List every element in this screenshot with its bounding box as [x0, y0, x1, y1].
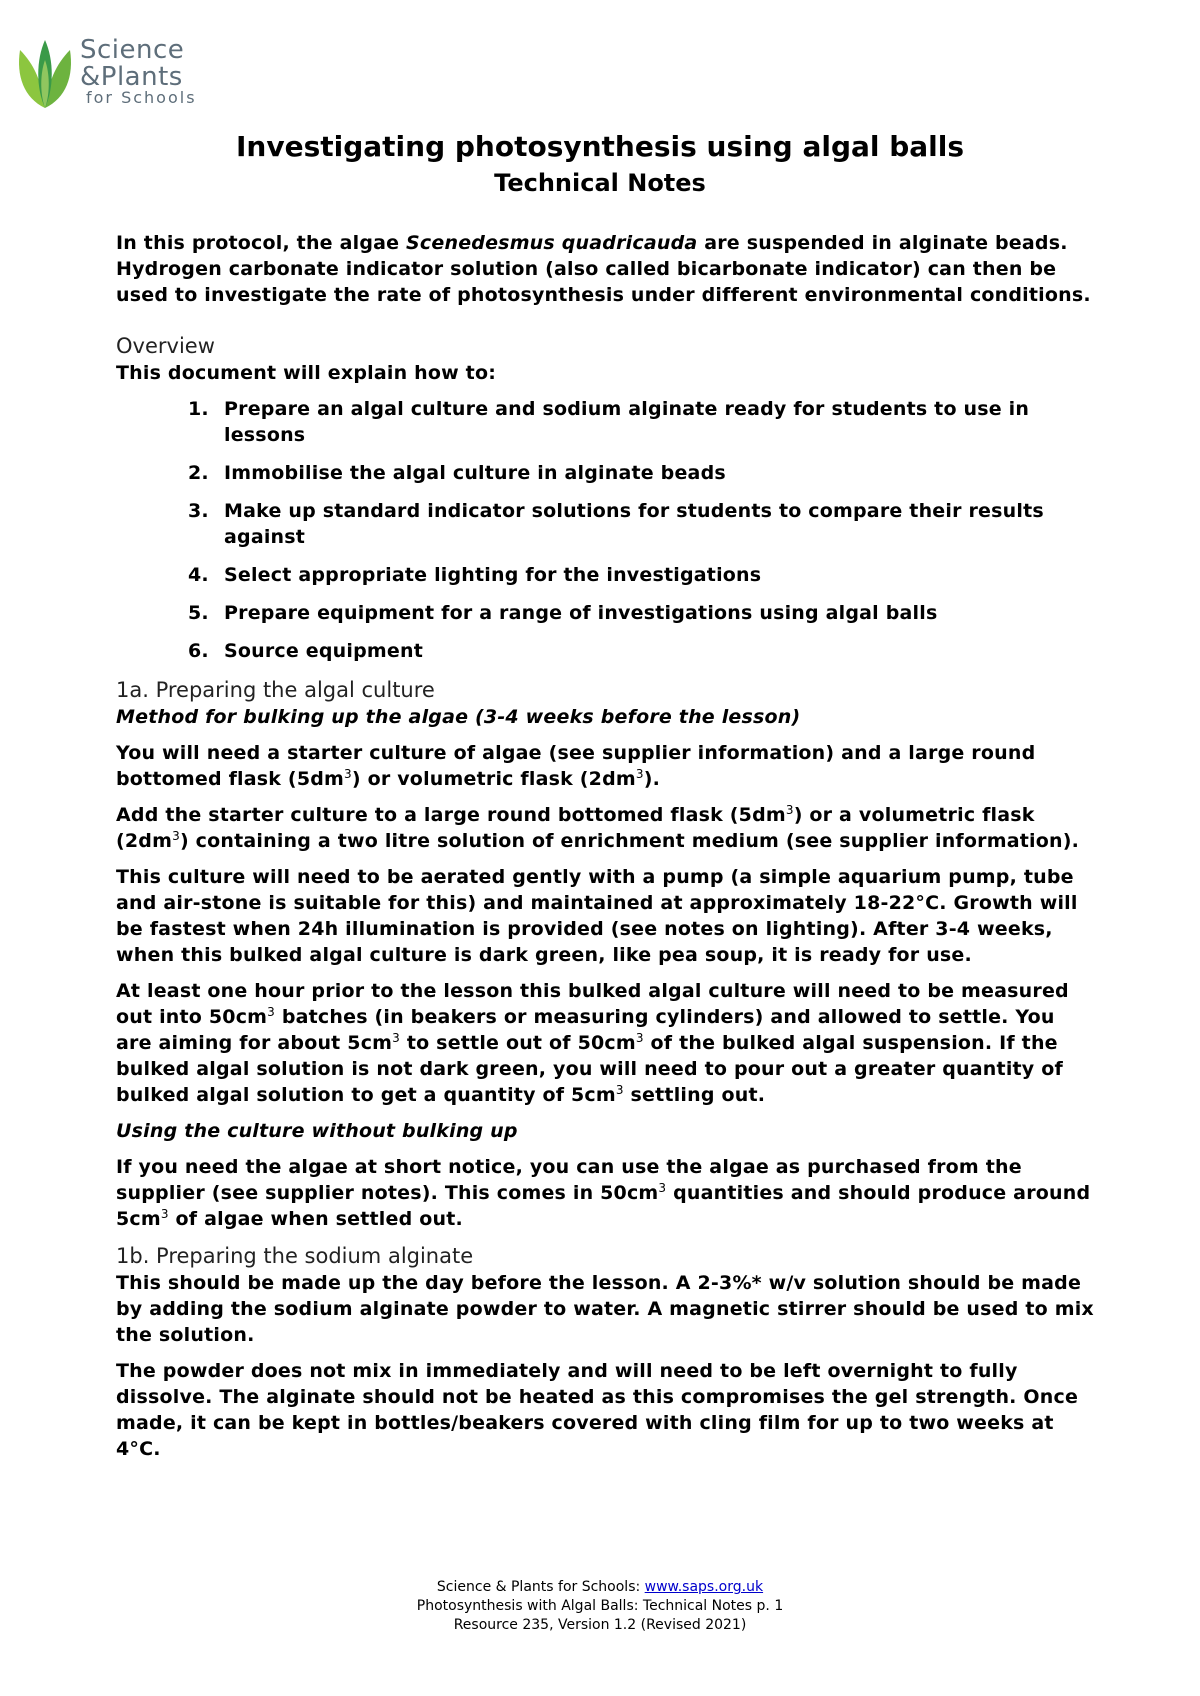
page-title: Investigating photosynthesis using algal balls [235, 130, 965, 163]
footer-line-2: Photosynthesis with Algal Balls: Technical Notes p. 1 [416, 1598, 784, 1614]
list-item: 3. Make up standard indicator solutions for students to compare their results against [188, 500, 1044, 548]
overview-list [116, 396, 1096, 664]
intro-paragraph: In this protocol, the algae Scenedesmus quadricauda are suspended in alginate beads. Hydrogen carbonate indicator solution (also called bicarbonate indicator) can then be used to investigate the rate of photosynthesis under different environmental conditions. [116, 232, 1091, 306]
list-item: 5. Prepare equipment for a range of investigations using algal balls [188, 602, 938, 624]
page-footer [0, 1578, 1200, 1635]
list-item: 1. Prepare an algal culture and sodium alginate ready for students to use in lessons [188, 398, 1030, 446]
paragraph-add-starter: Add the starter culture to a large round bottomed flask $(5dm^3)$ or a volumetric flask $(2dm^3)$ containing a two litre solution of enrichment medium (see supplier information). [116, 803, 1079, 852]
paragraph-short-notice: If you need the algae at short notice, you can use the algae as purchased from the supplier (see supplier notes). This comes in $50cm^3$ quantities and should produce around $5cm^3$ of algae when settled out. [116, 1156, 1091, 1230]
document-body [116, 230, 1096, 1472]
section-1b-heading: 1b. Preparing the sodium alginate [116, 1244, 474, 1268]
list-item: 6. Source equipment [188, 640, 424, 662]
logo-line-2: &Plants [80, 62, 183, 92]
method-heading: Method for bulking up the algae (3-4 weeks before the lesson) [116, 706, 801, 728]
leaf-icon [14, 38, 76, 110]
footer-line-1: Science & Plants for Schools: www.saps.org.uk [436, 1579, 764, 1595]
list-item: 2. Immobilise the algal culture in alginate beads [188, 462, 726, 484]
paragraph-aeration: This culture will need to be aerated gently with a pump (a simple aquarium pump, tube and air-stone is suitable for this) and maintained at approximately 18-22°C. Growth will be fastest when 24h illumination is provided (see notes on lighting). After 3-4 weeks, when this bulked algal culture is dark green, like pea soup, it is ready for use. [116, 866, 1078, 966]
section-1a-heading: 1a. Preparing the algal culture [116, 678, 435, 702]
logo-line-3: for Schools [86, 88, 197, 107]
paragraph-measure-out: At least one hour prior to the lesson this bulked algal culture will need to be measured out into $50cm^3$ batches (in beakers or measuring cylinders) and allowed to settle. You are aiming for about $5cm^3$ to settle out of $50cm^3$ of the bulked algal suspension. If the bulked algal solution is not dark green, you will need to pour out a greater quantity of bulked algal solution to get a quantity of $5cm^3$ settling out. [116, 980, 1069, 1106]
footer-line-3: Resource 235, Version 1.2 (Revised 2021) [453, 1617, 747, 1633]
without-bulking-heading: Using the culture without bulking up [116, 1120, 518, 1142]
saps-website-link[interactable]: www.saps.org.uk [644, 1579, 764, 1595]
saps-logo [14, 34, 214, 114]
logo-line-1: Science [80, 35, 185, 65]
paragraph-alginate-storage: The powder does not mix in immediately and will need to be left overnight to fully dissolve. The alginate should not be heated as this compromises the gel strength. Once made, it can be kept in bottles/beakers covered with cling film for up to two weeks at 4°C. [116, 1360, 1079, 1460]
overview-heading: Overview [116, 334, 215, 358]
paragraph-starter-culture: You will need a starter culture of algae (see supplier information) and a large round bottomed flask $(5dm^3)$ or volumetric flask $(2dm^3)$. [116, 742, 1036, 790]
paragraph-alginate-prep: This should be made up the day before the lesson. A 2-3%* w/v solution should be made by adding the sodium alginate powder to water. A magnetic stirrer should be used to mix the solution. [116, 1272, 1094, 1346]
page-subtitle: Technical Notes [494, 169, 706, 197]
species-name: Scenedesmus quadricauda [406, 232, 698, 254]
overview-lead: This document will explain how to: [116, 362, 496, 384]
list-item: 4. Select appropriate lighting for the investigations [188, 564, 762, 586]
